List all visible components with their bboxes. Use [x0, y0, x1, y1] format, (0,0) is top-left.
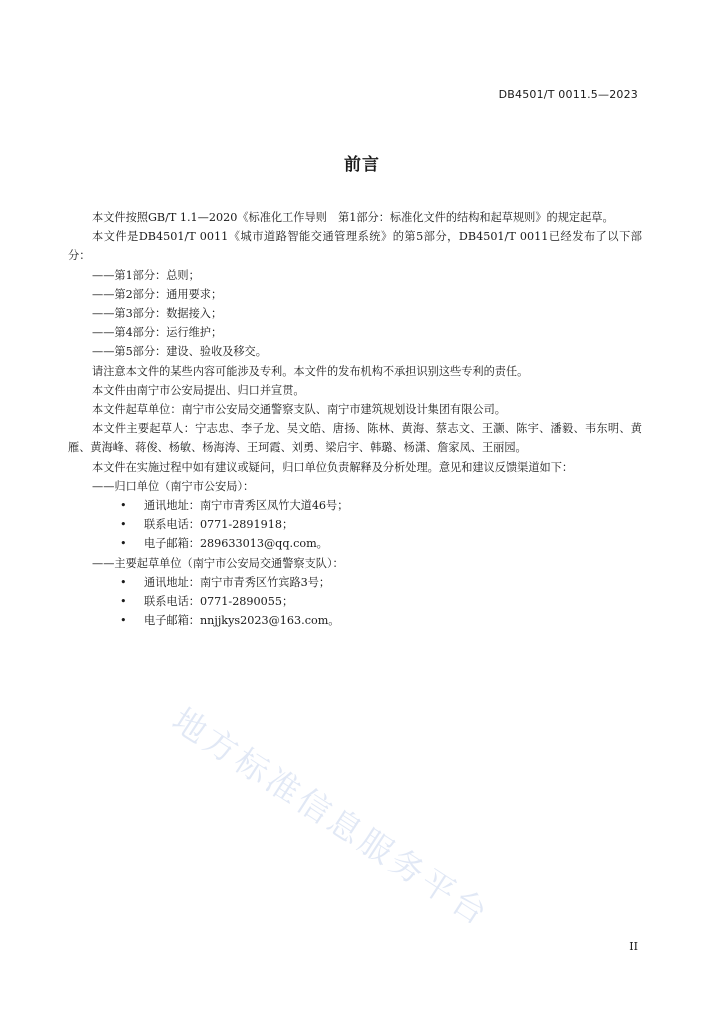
contact-2-email-text: 电子邮箱：nnjjkys2023@163.com。: [144, 614, 340, 628]
part-item-2: ——第2部分：通用要求；: [92, 287, 223, 301]
contact-1-email-text: 电子邮箱：289633013@qq.com。: [144, 537, 328, 551]
part-item-3: ——第3部分：数据接入；: [92, 307, 223, 321]
contact-1-address: [68, 496, 642, 515]
contact-2-email: [68, 611, 642, 630]
part-item-5: ——第5部分：建设、验收及移交。: [92, 345, 267, 359]
bullet-icon: •: [120, 499, 127, 513]
part-item-4: ——第4部分：运行维护；: [92, 326, 223, 340]
contact-unit-1: ——归口单位（南宁市公安局）：: [92, 479, 255, 493]
page-title: 前言: [344, 155, 380, 175]
bullet-icon: •: [120, 595, 127, 609]
paragraph-feedback: 本文件在实施过程中如有建议或疑问，归口单位负责解释及分析处理。意见和建议反馈渠道如下：: [92, 460, 574, 474]
paragraph-proposer: 本文件由南宁市公安局提出、归口并宣贯。: [92, 383, 305, 397]
contact-2-phone: [68, 592, 642, 611]
document-code: DB4501/T 0011.5—2023: [498, 88, 638, 101]
document-body: [68, 208, 642, 630]
paragraph-drafters: 本文件主要起草人：宁志忠、李子龙、吴文皓、唐扬、陈林、黄海、蔡志文、王灏、陈宇、潘毅、韦东明、黄雁、黄海峰、蒋俊、杨敏、杨海涛、王珂霞、刘勇、梁启宇、韩璐、杨潇、詹家凤、王丽园。: [68, 422, 642, 455]
bullet-icon: •: [120, 518, 127, 532]
bullet-icon: •: [120, 575, 127, 589]
contact-1-email: [68, 534, 642, 553]
part-item-1: ——第1部分：总则；: [92, 268, 200, 282]
bullet-icon: •: [120, 614, 127, 628]
contact-1-phone: [68, 515, 642, 534]
contact-unit-2: ——主要起草单位（南宁市公安局交通警察支队）：: [92, 556, 344, 570]
paragraph-drafting-units: 本文件起草单位：南宁市公安局交通警察支队、南宁市建筑规划设计集团有限公司。: [92, 403, 506, 417]
paragraph-patent-notice: 请注意本文件的某些内容可能涉及专利。本文件的发布机构不承担识别这些专利的责任。: [92, 364, 529, 378]
paragraph-drafting-rules: 本文件按照GB/T 1.1—2020《标准化工作导则 第1部分：标准化文件的结构和起草规则》的规定起草。: [92, 211, 614, 224]
contact-2-phone-text: 联系电话：0771-2890055；: [144, 595, 294, 609]
contact-1-phone-text: 联系电话：0771-2891918；: [144, 518, 294, 532]
paragraph-series-intro: 本文件是DB4501/T 0011《城市道路智能交通管理系统》的第5部分，DB4501/T 0011已经发布了以下部分：: [68, 230, 642, 263]
contact-2-address-text: 通讯地址：南宁市青秀区竹宾路3号；: [144, 575, 331, 589]
watermark: 地方标准信息服务平台: [165, 700, 498, 935]
bullet-icon: •: [120, 537, 127, 551]
page-number: II: [629, 940, 638, 953]
contact-1-address-text: 通讯地址：南宁市青秀区凤竹大道46号；: [144, 499, 349, 513]
contact-2-address: [68, 573, 642, 592]
